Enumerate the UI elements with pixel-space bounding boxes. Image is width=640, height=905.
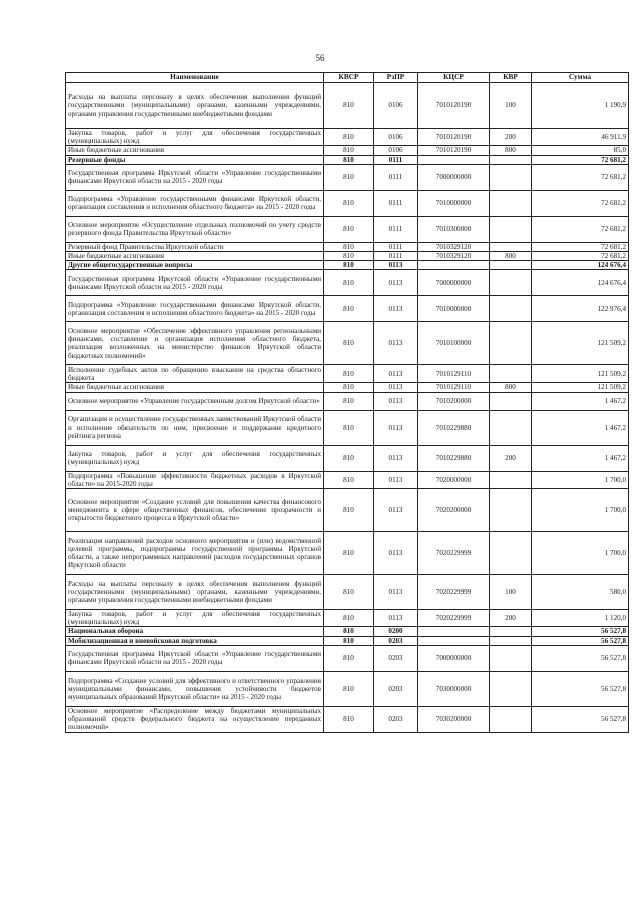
row-rzpr: 0113 (374, 471, 418, 488)
row-kcsr: 7010100000 (418, 322, 490, 365)
row-kvr (490, 322, 532, 365)
row-kvr (490, 671, 532, 706)
table-row (66, 671, 629, 706)
table-header-row (66, 73, 629, 83)
row-sum: 72 681,2 (532, 216, 629, 242)
row-kvr (490, 532, 532, 575)
row-sum: 1 700,0 (532, 471, 629, 488)
row-name: Основное мероприятие «Создание условий для повышения качества финансового менеджмента в сфере общественных финансов, обеспечение прозрачности и открытости бюджетного процесса в Иркутской области» (66, 489, 324, 532)
table-row (66, 190, 629, 216)
row-sum: 56 527,8 (532, 706, 629, 732)
row-name: Расходы на выплаты персоналу в целях обеспечения выполнения функций государственными (муниципальными) органами, казенными учреждениями, органами управления государственными внебюджетными фондами (66, 575, 324, 610)
row-kvsr: 810 (324, 190, 374, 216)
table-row (66, 471, 629, 488)
row-kvr (490, 296, 532, 322)
table-row (66, 392, 629, 410)
row-rzpr: 0113 (374, 575, 418, 610)
row-kcsr: 7020200000 (418, 489, 490, 532)
row-sum: 122 976,4 (532, 296, 629, 322)
row-rzpr: 0113 (374, 489, 418, 532)
row-kcsr: 7010229880 (418, 410, 490, 445)
table-row (66, 627, 629, 636)
row-kvsr: 810 (324, 365, 374, 383)
row-kcsr: 7000000000 (418, 164, 490, 190)
row-kvsr: 810 (324, 242, 374, 251)
table-row (66, 296, 629, 322)
row-kvsr: 810 (324, 296, 374, 322)
row-kvr: 200 (490, 129, 532, 146)
table-row (66, 83, 629, 129)
row-sum: 1 700,0 (532, 489, 629, 532)
row-sum: 72 681,2 (532, 252, 629, 261)
row-kcsr: 7000000000 (418, 645, 490, 671)
row-kcsr: 7010129110 (418, 365, 490, 383)
row-sum: 56 527,8 (532, 671, 629, 706)
row-kvsr: 810 (324, 146, 374, 155)
table-row (66, 146, 629, 155)
row-kvsr: 810 (324, 270, 374, 296)
table-row (66, 575, 629, 610)
row-name: Основное мероприятие «Осуществление отдельных полномочий по учету средств резервного фонда Правительства Иркутской области» (66, 216, 324, 242)
row-kcsr: 7010200000 (418, 392, 490, 410)
row-sum: 580,0 (532, 575, 629, 610)
row-kvr (490, 392, 532, 410)
row-sum: 1 467,2 (532, 392, 629, 410)
row-kvsr: 810 (324, 383, 374, 392)
row-rzpr: 0203 (374, 706, 418, 732)
row-name: Государственная программа Иркутской области «Управление государственными финансами Иркутской области на 2015 - 2020 годы (66, 270, 324, 296)
table-row (66, 155, 629, 164)
row-kcsr: 7010120190 (418, 146, 490, 155)
row-rzpr: 0106 (374, 146, 418, 155)
table-row (66, 270, 629, 296)
table-row (66, 164, 629, 190)
table-row (66, 610, 629, 627)
row-sum: 1 120,0 (532, 610, 629, 627)
row-rzpr: 0113 (374, 610, 418, 627)
row-kcsr: 7010000000 (418, 190, 490, 216)
row-kvr (490, 627, 532, 636)
table-row (66, 129, 629, 146)
row-name: Реализация направлений расходов основного мероприятия и (или) ведомственной целевой программы, подпрограммы государственной программы Иркутской области, а также непрограммных направлений расходов государственных органов Иркутской области (66, 532, 324, 575)
row-kvsr: 810 (324, 164, 374, 190)
row-sum: 56 527,8 (532, 627, 629, 636)
row-kvsr: 810 (324, 671, 374, 706)
row-kvr: 100 (490, 83, 532, 129)
row-kcsr: 7020229999 (418, 575, 490, 610)
row-sum: 1 190,9 (532, 83, 629, 129)
row-name: Исполнение судебных актов по обращению взыскания на средства областного бюджета (66, 365, 324, 383)
row-sum: 72 681,2 (532, 155, 629, 164)
row-kvr (490, 164, 532, 190)
row-sum: 121 509,2 (532, 365, 629, 383)
row-sum: 46 911,9 (532, 129, 629, 146)
row-kvsr: 810 (324, 410, 374, 445)
row-kvr (490, 471, 532, 488)
row-kcsr: 7010329120 (418, 252, 490, 261)
row-name: Закупка товаров, работ и услуг для обеспечения государственных (муниципальных) нужд (66, 129, 324, 146)
row-kvr (490, 216, 532, 242)
row-name: Организация и осуществление государственных заимствований Иркутской области и исполнение обязательств по ним, присвоение и поддержание кредитного рейтинга региона (66, 410, 324, 445)
row-rzpr: 0111 (374, 242, 418, 251)
row-kvr (490, 270, 532, 296)
row-name: Иные бюджетные ассигнования (66, 252, 324, 261)
table-row (66, 636, 629, 645)
row-kvsr: 810 (324, 575, 374, 610)
table-row (66, 383, 629, 392)
row-name: Другие общегосударственные вопросы (66, 261, 324, 270)
row-sum: 85,0 (532, 146, 629, 155)
row-kcsr (418, 155, 490, 164)
row-name: Закупка товаров, работ и услуг для обеспечения государственных (муниципальных) нужд (66, 445, 324, 471)
row-rzpr: 0111 (374, 190, 418, 216)
row-kvsr: 810 (324, 216, 374, 242)
row-name: Расходы на выплаты персоналу в целях обеспечения выполнения функций государственными (муниципальными) органами, казенными учреждениями, органами управления государственными внебюджетными фондами (66, 83, 324, 129)
row-rzpr: 0113 (374, 532, 418, 575)
header-kvsr: КВСР (324, 73, 374, 83)
row-kvr (490, 489, 532, 532)
header-kcsr: КЦСР (418, 73, 490, 83)
row-kvr (490, 190, 532, 216)
row-rzpr: 0113 (374, 365, 418, 383)
row-rzpr: 0111 (374, 164, 418, 190)
row-kvsr: 810 (324, 445, 374, 471)
row-kcsr: 7030000000 (418, 671, 490, 706)
row-kvsr: 810 (324, 252, 374, 261)
header-name: Наименование (66, 73, 324, 83)
row-kvsr: 810 (324, 489, 374, 532)
row-kvsr: 810 (324, 129, 374, 146)
row-kcsr: 7010000000 (418, 296, 490, 322)
row-kvr (490, 365, 532, 383)
row-sum: 72 681,2 (532, 164, 629, 190)
row-sum: 124 676,4 (532, 261, 629, 270)
row-rzpr: 0203 (374, 671, 418, 706)
row-sum: 56 527,8 (532, 645, 629, 671)
row-name: Подпрограмма «Управление государственными финансами Иркутской области, организация составления и исполнения областного бюджета» на 2015 - 2020 годы (66, 296, 324, 322)
row-rzpr: 0200 (374, 627, 418, 636)
table-row (66, 252, 629, 261)
row-kcsr (418, 627, 490, 636)
row-name: Закупка товаров, работ и услуг для обеспечения государственных (муниципальных) нужд (66, 610, 324, 627)
row-name: Подпрограмма «Повышение эффективности бюджетных расходов в Иркутской области» на 2015-2020 годы (66, 471, 324, 488)
row-kvr (490, 410, 532, 445)
row-name: Резервные фонды (66, 155, 324, 164)
row-kvsr: 810 (324, 636, 374, 645)
row-sum: 1 700,0 (532, 532, 629, 575)
row-rzpr: 0113 (374, 410, 418, 445)
row-rzpr: 0113 (374, 261, 418, 270)
row-name: Мобилизационная и вневойсковая подготовка (66, 636, 324, 645)
row-kcsr: 7010300000 (418, 216, 490, 242)
row-name: Иные бюджетные ассигнования (66, 146, 324, 155)
row-kvr: 800 (490, 383, 532, 392)
row-rzpr: 0111 (374, 216, 418, 242)
page-number: 56 (315, 53, 325, 63)
row-kcsr (418, 636, 490, 645)
row-kvr: 800 (490, 146, 532, 155)
row-kcsr: 7020000000 (418, 471, 490, 488)
row-kvsr: 810 (324, 532, 374, 575)
row-kvr (490, 242, 532, 251)
row-rzpr: 0113 (374, 445, 418, 471)
row-sum: 72 681,2 (532, 190, 629, 216)
row-name: Резервный фонд Правительства Иркутской области (66, 242, 324, 251)
row-kvr: 200 (490, 610, 532, 627)
table-row (66, 706, 629, 732)
header-sum: Сумма (532, 73, 629, 83)
row-kvsr: 810 (324, 627, 374, 636)
row-name: Иные бюджетные ассигнования (66, 383, 324, 392)
row-kvsr: 810 (324, 610, 374, 627)
row-kvsr: 810 (324, 706, 374, 732)
row-kcsr (418, 261, 490, 270)
row-kvr (490, 706, 532, 732)
table-row (66, 445, 629, 471)
row-kcsr: 7020229999 (418, 610, 490, 627)
row-rzpr: 0113 (374, 383, 418, 392)
row-rzpr: 0203 (374, 645, 418, 671)
row-kvsr: 810 (324, 645, 374, 671)
row-sum: 56 527,8 (532, 636, 629, 645)
row-rzpr: 0106 (374, 83, 418, 129)
table-row (66, 261, 629, 270)
table-row (66, 645, 629, 671)
row-name: Государственная программа Иркутской области «Управление государственными финансами Иркутской области на 2015 - 2020 годы (66, 164, 324, 190)
row-sum: 121 509,2 (532, 383, 629, 392)
row-kvr (490, 636, 532, 645)
row-kvr: 200 (490, 445, 532, 471)
row-kvsr: 810 (324, 261, 374, 270)
row-kcsr: 7030200000 (418, 706, 490, 732)
row-kcsr: 7000000000 (418, 270, 490, 296)
row-rzpr: 0203 (374, 636, 418, 645)
row-kvsr: 810 (324, 322, 374, 365)
row-rzpr: 0111 (374, 252, 418, 261)
row-kvr (490, 645, 532, 671)
table-row (66, 322, 629, 365)
row-kcsr: 7010120190 (418, 129, 490, 146)
row-kvr: 100 (490, 575, 532, 610)
row-kcsr: 7020229999 (418, 532, 490, 575)
row-name: Подпрограмма «Управление государственными финансами Иркутской области, организация составления и исполнения областного бюджета» на 2015 - 2020 годы (66, 190, 324, 216)
row-name: Основное мероприятие «Управление государственным долгом Иркутской области» (66, 392, 324, 410)
table-row (66, 365, 629, 383)
row-kvsr: 810 (324, 471, 374, 488)
row-name: Основное мероприятие «Распределение между бюджетами муниципальных образований средств федерального бюджета на осуществление переданных полномочий» (66, 706, 324, 732)
header-kvr: КВР (490, 73, 532, 83)
row-kvsr: 810 (324, 83, 374, 129)
row-kcsr: 7010129110 (418, 383, 490, 392)
row-sum: 121 509,2 (532, 322, 629, 365)
row-sum: 1 467,2 (532, 445, 629, 471)
row-rzpr: 0113 (374, 392, 418, 410)
row-sum: 1 467,2 (532, 410, 629, 445)
row-rzpr: 0106 (374, 129, 418, 146)
row-kcsr: 7010329120 (418, 242, 490, 251)
table-row (66, 532, 629, 575)
row-name: Основное мероприятие «Обеспечение эффективного управления региональными финансами, составление и организация исполнения областного бюджета, реализация возложенных на министерство финансов Иркутской области бюджетных полномочий» (66, 322, 324, 365)
row-name: Национальная оборона (66, 627, 324, 636)
row-rzpr: 0113 (374, 270, 418, 296)
row-kcsr: 7010229880 (418, 445, 490, 471)
row-name: Подпрограмма «Создание условий для эффективного и ответственного управления муниципальными финансами, повышения устойчивости бюджетов муниципальных образований Иркутской области» на 2015 - 2020 годы (66, 671, 324, 706)
row-rzpr: 0113 (374, 296, 418, 322)
row-kvr (490, 261, 532, 270)
row-rzpr: 0111 (374, 155, 418, 164)
budget-table (65, 72, 629, 733)
row-sum: 72 681,2 (532, 242, 629, 251)
table-row (66, 242, 629, 251)
row-name: Государственная программа Иркутской области «Управление государственными финансами Иркутской области на 2015 - 2020 годы (66, 645, 324, 671)
row-kvsr: 810 (324, 155, 374, 164)
row-rzpr: 0113 (374, 322, 418, 365)
row-kvr (490, 155, 532, 164)
table-row (66, 489, 629, 532)
row-kcsr: 7010120190 (418, 83, 490, 129)
table-row (66, 216, 629, 242)
row-kvsr: 810 (324, 392, 374, 410)
row-sum: 124 676,4 (532, 270, 629, 296)
table-row (66, 410, 629, 445)
row-kvr: 800 (490, 252, 532, 261)
table-body (66, 83, 629, 733)
header-rzpr: РзПР (374, 73, 418, 83)
